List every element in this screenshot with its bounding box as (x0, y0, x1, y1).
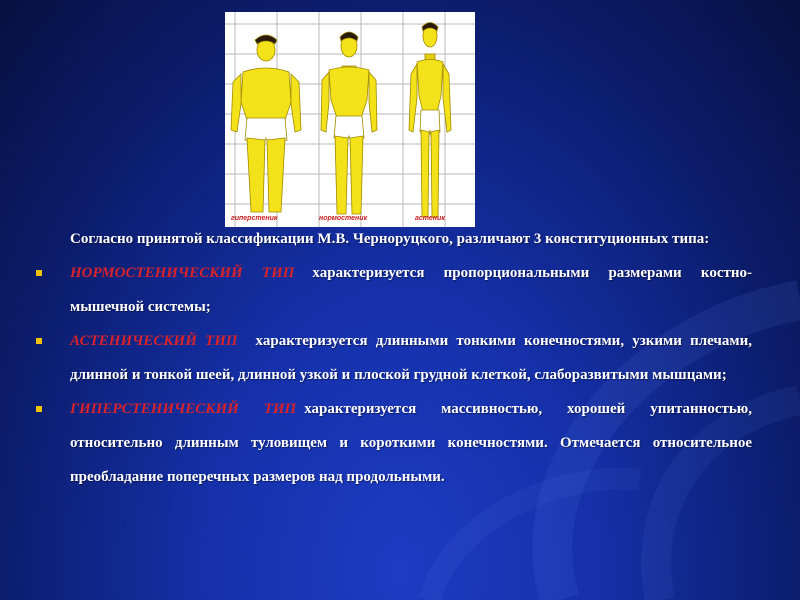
bullet-marker (36, 338, 42, 344)
bullet-hypersthenic (36, 392, 752, 494)
normosthenic-figure (321, 32, 377, 214)
term-hypersthenic: ГИПЕРСТЕНИЧЕСКИЙ ТИП (70, 401, 297, 417)
hypersthenic-figure (231, 35, 301, 212)
desc-asthenic: характеризуется длинными тонкими конечностями, узкими плечами, длинной и тонкой шеей, длинной узкой и плоской грудной клеткой, слаборазвитыми мышцами; (70, 333, 752, 383)
bullet-marker (36, 270, 42, 276)
bullet-normosthenic (36, 256, 752, 324)
intro-paragraph (36, 222, 752, 256)
desc-hypersthenic: характеризуется массивностью, хорошей упитанностью, относительно длинным туловищем и короткими конечностями. Отмечается относительное преобладание поперечных размеров над продольными. (70, 401, 752, 485)
desc-normosthenic: характеризуется пропорциональными размерами костно-мышечной системы; (70, 265, 753, 315)
body-types-illustration (225, 12, 475, 227)
term-normosthenic: НОРМОСТЕНИЧЕСКИЙ ТИП (70, 265, 295, 281)
term-asthenic: АСТЕНИЧЕСКИЙ ТИП (70, 333, 238, 349)
intro-text: Согласно принятой классификации М.В. Черноруцкого, различают 3 конституционных типа: (70, 231, 710, 247)
bullet-marker (36, 406, 42, 412)
caption-asthenic: астеник (415, 215, 445, 222)
caption-hypersthenic: гиперстеник (231, 215, 278, 222)
text-block (36, 222, 752, 494)
caption-normosthenic: нормостеник (319, 215, 368, 222)
bullet-asthenic (36, 324, 752, 392)
